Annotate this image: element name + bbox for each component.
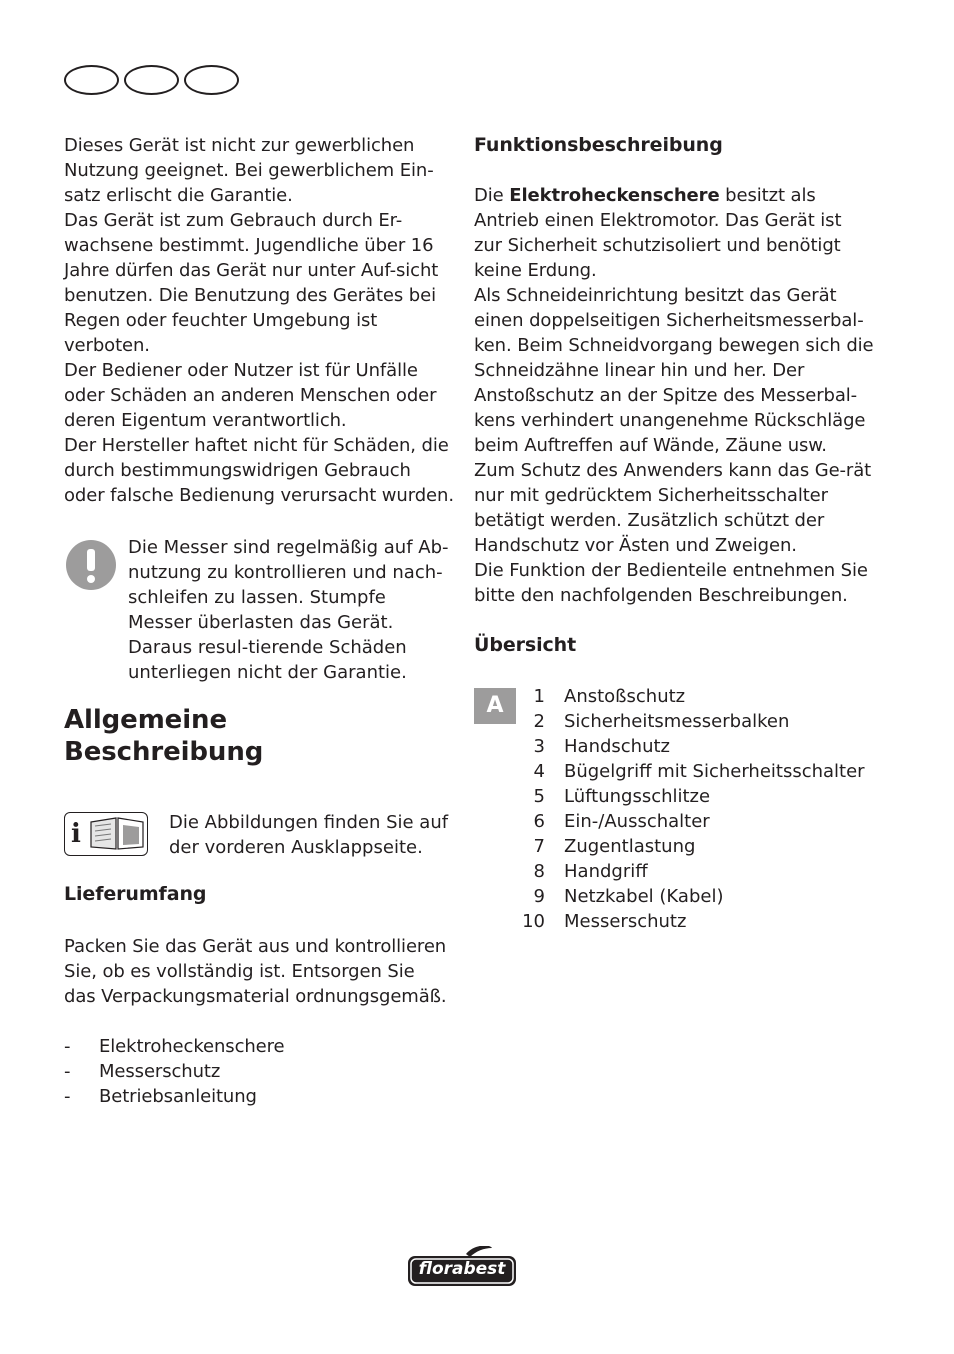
parts-row [515, 709, 865, 734]
list-item-label: Messerschutz [99, 1061, 221, 1082]
list-item-label: Elektroheckenschere [99, 1036, 285, 1057]
figure-badge: A [474, 688, 516, 724]
part-number: 5 [533, 786, 545, 807]
part-number: 7 [533, 836, 545, 857]
funktion-paragraph: Zum Schutz des Anwenders kann das Ge-rät nur mit gedrücktem Sicherheitsschalter betätigt werden. Zusätzlich schützt der Handschutz vor Ästen und Zweigen. [474, 460, 872, 556]
part-label: Anstoßschutz [564, 686, 686, 707]
uebersicht-heading: Übersicht [474, 634, 577, 656]
intro-paragraph: Der Bediener oder Nutzer ist für Unfälle oder Schäden an anderen Menschen oder deren Eigentum verantwortlich. [64, 360, 437, 431]
book-icon [89, 817, 147, 851]
product-name: Elektroheckenschere [509, 185, 720, 206]
list-item [64, 1059, 454, 1084]
left-column [64, 133, 454, 508]
list-dash: - [64, 1086, 71, 1107]
part-label: Bügelgriff mit Sicherheitsschalter [564, 761, 865, 782]
part-label: Ein-/Ausschalter [564, 811, 710, 832]
lieferumfang-text: Packen Sie das Gerät aus und kontrollieren Sie, ob es vollständig ist. Entsorgen Sie das Verpackungsmaterial ordnungsgemäß. [64, 936, 447, 1007]
parts-row [515, 734, 865, 759]
parts-list [515, 684, 865, 934]
funktion-paragraph: Als Schneideinrichtung besitzt das Gerät einen doppelseitigen Sicherheitsmesserbal-ken. Beim Schneidvorgang bewegen sich die Schneidzähne linear hin und her. Der Anstoßschutz an der Spitze des Messerbal-kens verhindert unangenehme Rückschläge beim Auftreffen auf Wände, Zäune usw. [474, 285, 874, 456]
part-number: 6 [533, 811, 545, 832]
section-title [64, 704, 263, 768]
parts-row [515, 809, 865, 834]
info-book-icon [64, 812, 148, 856]
lieferumfang-heading: Lieferumfang [64, 883, 207, 905]
funktion-rest: besitzt als Antrieb einen Elektromotor. Das Gerät ist zur Sicherheit schutzisoliert und benötigt keine Erdung. [474, 185, 842, 281]
list-item [64, 1034, 454, 1059]
funktion-prefix: Die [474, 185, 510, 206]
intro-paragraph: Das Gerät ist zum Gebrauch durch Er-wachsene bestimmt. Jugendliche über 16 Jahre dürfen das Gerät nur unter Auf-sicht benutzen. Die Benutzung des Gerätes bei Regen oder feuchter Umgebung ist verboten. [64, 210, 439, 356]
language-ovals [64, 65, 244, 95]
part-number: 8 [533, 861, 545, 882]
part-label: Handgriff [564, 861, 648, 882]
part-label: Zugentlastung [564, 836, 696, 857]
section-title-line: Beschreibung [64, 737, 264, 767]
list-dash: - [64, 1061, 71, 1082]
logo-text: florabest [418, 1259, 506, 1279]
part-label: Sicherheitsmesserbalken [564, 711, 790, 732]
parts-row [515, 784, 865, 809]
funktion-paragraph: Die Funktion der Bedienteile entnehmen Sie bitte den nachfolgenden Beschreibungen. [474, 560, 868, 606]
part-number: 10 [522, 911, 545, 932]
intro-paragraph: Dieses Gerät ist nicht zur gewerblichen Nutzung geeignet. Bei gewerblichem Ein-satz erlischt die Garantie. [64, 135, 434, 206]
part-number: 2 [533, 711, 545, 732]
lieferumfang-section [64, 882, 454, 1109]
funktion-heading: Funktionsbeschreibung [474, 134, 723, 156]
part-label: Netzkabel (Kabel) [564, 886, 724, 907]
funktion-paragraph [474, 183, 874, 283]
list-item [64, 1084, 454, 1109]
language-oval [124, 65, 179, 95]
warning-text: Die Messer sind regelmäßig auf Ab-nutzung zu kontrollieren und nach-schleifen zu lassen. Stumpfe Messer überlasten das Gerät. Daraus resul-tierende Schäden unterliegen nicht der Garantie. [128, 537, 449, 683]
language-oval [184, 65, 239, 95]
parts-row [515, 909, 865, 934]
list-item-label: Betriebsanleitung [99, 1086, 257, 1107]
exclamation-icon [66, 540, 116, 590]
info-text: Die Abbildungen finden Sie auf der vorderen Ausklappseite. [169, 812, 449, 858]
part-label: Lüftungsschlitze [564, 786, 711, 807]
info-icon-letter: i [71, 819, 81, 849]
list-dash: - [64, 1036, 71, 1057]
part-number: 1 [533, 686, 545, 707]
part-label: Messerschutz [564, 911, 687, 932]
part-number: 4 [533, 761, 545, 782]
language-oval [64, 65, 119, 95]
intro-paragraph: Der Hersteller haftet nicht für Schäden, die durch bestimmungswidrigen Gebrauch oder falsche Bedienung verursacht wurden. [64, 435, 454, 506]
right-column [474, 133, 874, 658]
part-label: Handschutz [564, 736, 670, 757]
parts-row [515, 859, 865, 884]
parts-row [515, 759, 865, 784]
section-title-line: Allgemeine [64, 705, 227, 735]
part-number: 3 [533, 736, 545, 757]
part-number: 9 [533, 886, 545, 907]
parts-row [515, 834, 865, 859]
parts-row [515, 684, 865, 709]
parts-row [515, 884, 865, 909]
